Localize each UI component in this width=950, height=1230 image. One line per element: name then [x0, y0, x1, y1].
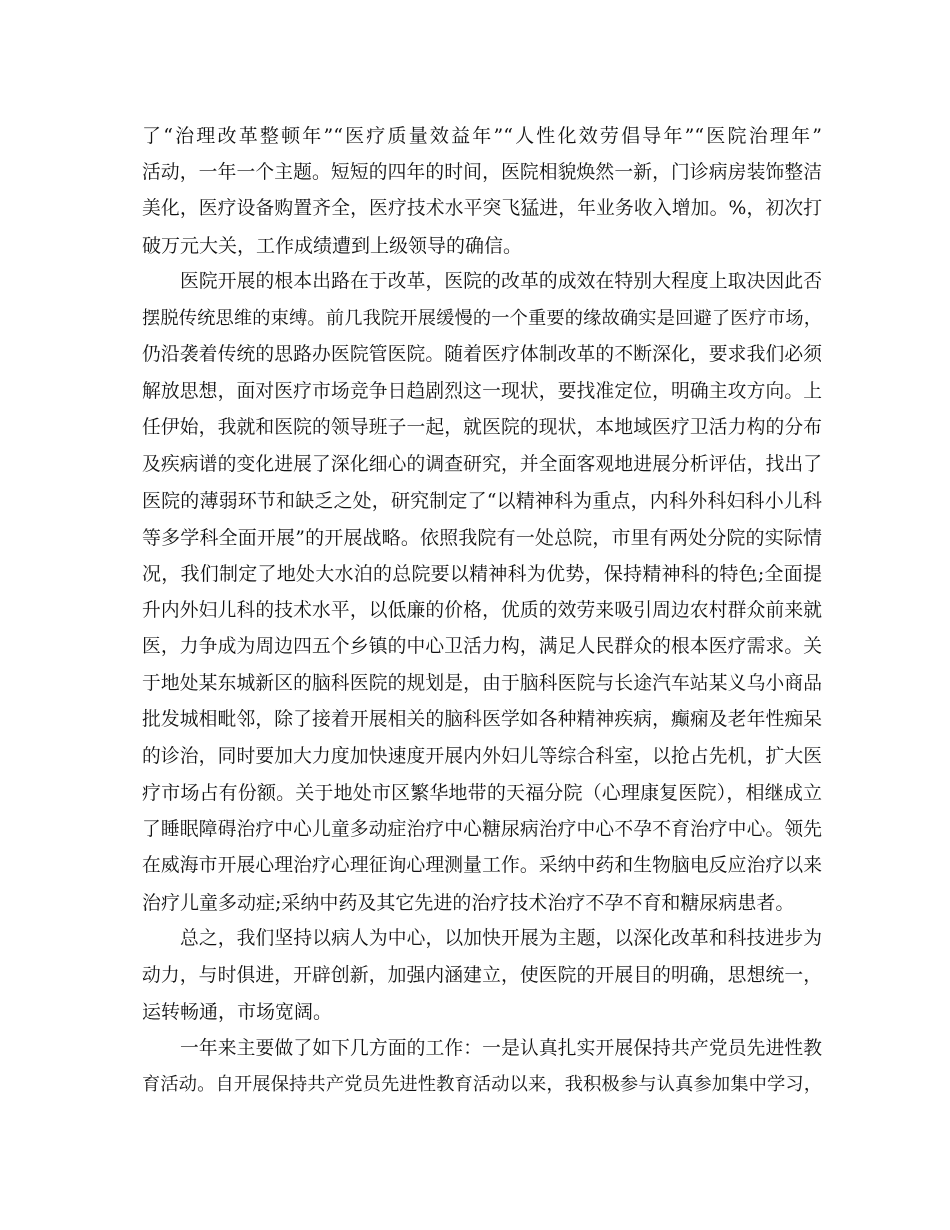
text-line: 运转畅通，市场宽阔。: [142, 1001, 333, 1023]
paragraph-3: [142, 921, 822, 1031]
text-line: 医院开展的根本出路在于改革，医院的改革的成效在特别大程度上取决因此否: [180, 271, 822, 292]
text-line: 的诊治，同时要加大力度加快速度开展内外妇儿等综合科室，以抢占先机，扩大医: [142, 745, 822, 767]
text-line: 解放思想，面对医疗市场竞争日趋剧烈这一现状，要找准定位，明确主攻方向。上: [142, 380, 822, 402]
text-line: 摆脱传统思维的束缚。前几我院开展缓慢的一个重要的缘故确实是回避了医疗市场，: [142, 307, 822, 329]
text-line: 了睡眠障碍治疗中心儿童多动症治疗中心糖尿病治疗中心不孕不育治疗中心。领先: [142, 818, 822, 840]
text-line: 了“治理改革整顿年”“医疗质量效益年”“人性化效劳倡导年”“医院治理年”: [142, 125, 822, 147]
text-line: 仍沿袭着传统的思路办医院管医院。随着医疗体制改革的不断深化，要求我们必须: [142, 344, 822, 365]
document-body: [142, 118, 822, 1104]
text-line: 总之，我们坚持以病人为中心，以加快开展为主题，以深化改革和科技进步为: [180, 928, 822, 949]
text-line: 治疗儿童多动症;采纳中药及其它先进的治疗技术治疗不孕不育和糖尿病患者。: [142, 891, 795, 914]
text-line: 在威海市开展心理治疗心理征询心理测量工作。采纳中药和生物脑电反应治疗以来: [142, 855, 822, 876]
text-line: 于地处某东城新区的脑科医院的规划是，由于脑科医院与长途汽车站某义乌小商品: [142, 672, 822, 694]
text-line: 况，我们制定了地处大水泊的总院要以精神科为优势，保持精神科的特色;全面提: [142, 563, 822, 585]
text-line: 医，力争成为周边四五个乡镇的中心卫活力构，满足人民群众的根本医疗需求。关: [142, 636, 822, 657]
text-line: 美化，医疗设备购置齐全，医疗技术水平突飞猛进，年业务收入增加。%，初次打: [142, 198, 822, 219]
text-line: 活动，一年一个主题。短短的四年的时间，医院相貌焕然一新，门诊病房装饰整洁: [142, 161, 822, 183]
text-line: 育活动。自开展保持共产党员先进性教育活动以来，我积极参与认真参加集中学习，: [142, 1074, 822, 1095]
text-line: 一年来主要做了如下几方面的工作：一是认真扎实开展保持共产党员先进性教: [180, 1037, 822, 1059]
text-line: 升内外妇儿科的技术水平，以低廉的价格，优质的效劳来吸引周边农村群众前来就: [142, 599, 822, 621]
paragraph-2: [142, 264, 822, 921]
text-line: 破万元大关，工作成绩遭到上级领导的确信。: [142, 234, 523, 257]
text-line: 等多学科全面开展”的开展战略。依照我院有一处总院，市里有两处分院的实际情: [142, 526, 822, 549]
paragraph-4: [142, 1031, 822, 1104]
text-line: 动力，与时俱进，开辟创新，加强内涵建立，使医院的开展目的明确，思想统一，: [142, 964, 822, 986]
text-line: 疗市场占有份额。关于地处市区繁华地带的天福分院（心理康复医院），相继成立: [142, 782, 822, 804]
text-line: 批发城相毗邻，除了接着开展相关的脑科医学如各种精神疾病，癫痫及老年性痴呆: [142, 709, 822, 730]
text-line: 任伊始，我就和医院的领导班子一起，就医院的现状，本地域医疗卫活力构的分布: [142, 417, 822, 438]
text-line: 及疾病谱的变化进展了深化细心的调查研究，并全面客观地进展分析评估，找出了: [142, 453, 822, 475]
text-line: 医院的薄弱环节和缺乏之处，研究制定了“以精神科为重点，内科外科妇科小儿科: [142, 490, 822, 512]
paragraph-1: [142, 118, 822, 264]
